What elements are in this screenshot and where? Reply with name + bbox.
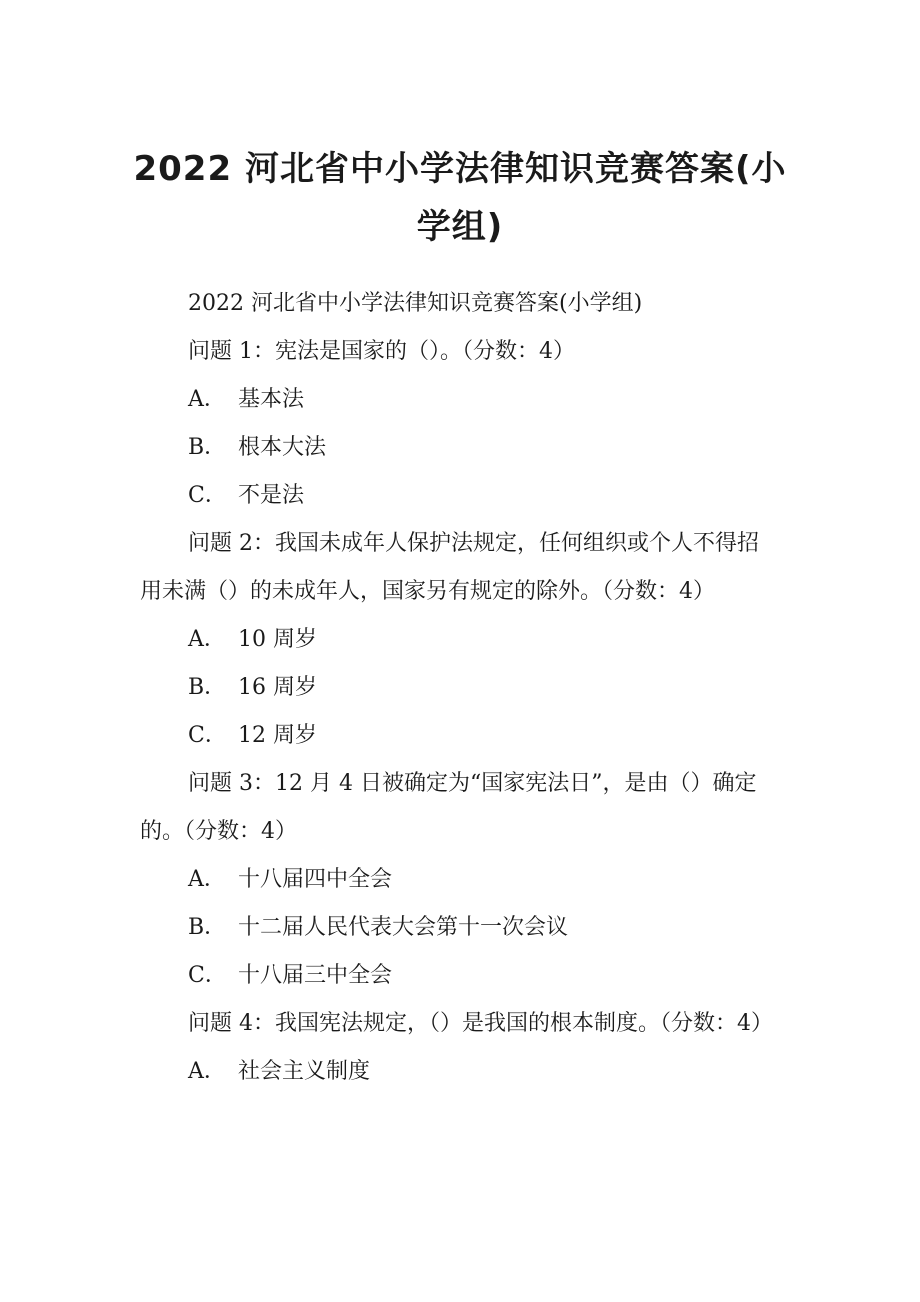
question-1-option-b xyxy=(140,424,780,472)
option-text: 不是法 xyxy=(238,483,305,508)
option-text: 基本法 xyxy=(238,387,305,412)
option-letter: A． xyxy=(188,627,226,652)
page-title: 2022 河北省中小学法律知识竞赛答案(小学组) xyxy=(133,149,787,247)
option-letter: A． xyxy=(188,1059,226,1084)
option-letter: B． xyxy=(188,675,227,700)
option-text: 10 周岁 xyxy=(238,627,317,652)
option-letter: C． xyxy=(188,963,227,988)
option-text: 16 周岁 xyxy=(238,675,317,700)
question-3-option-b xyxy=(140,904,780,952)
question-2-option-c xyxy=(140,712,780,760)
question-1-option-a xyxy=(140,376,780,424)
question-2-option-a xyxy=(140,616,780,664)
question-1-option-c xyxy=(140,472,780,520)
document-subtitle: 2022 河北省中小学法律知识竞赛答案(小学组) xyxy=(188,291,643,316)
question-3-option-c xyxy=(140,952,780,1000)
question-4-text: 问题 4：我国宪法规定，（）是我国的根本制度。（分数：4） xyxy=(188,1011,773,1036)
option-letter: C． xyxy=(188,483,227,508)
option-text: 社会主义制度 xyxy=(238,1059,371,1084)
option-letter: C． xyxy=(188,723,227,748)
question-2-text: 问题 2：我国未成年人保护法规定，任何组织或个人不得招用未满（）的未成年人，国家另有规定的除外。（分数：4） xyxy=(140,531,759,604)
question-3-text: 问题 3：12 月 4 日被确定为“国家宪法日”，是由（）确定的。（分数：4） xyxy=(140,771,757,844)
option-text: 十二届人民代表大会第十一次会议 xyxy=(238,915,569,940)
option-letter: B． xyxy=(188,915,227,940)
document-body xyxy=(140,280,780,1096)
option-text: 根本大法 xyxy=(238,435,327,460)
question-4-option-a xyxy=(140,1048,780,1096)
option-letter: A． xyxy=(188,867,226,892)
option-text: 十八届四中全会 xyxy=(238,867,393,892)
option-letter: A． xyxy=(188,387,226,412)
question-2-option-b xyxy=(140,664,780,712)
option-text: 十八届三中全会 xyxy=(238,963,393,988)
question-3-option-a xyxy=(140,856,780,904)
option-text: 12 周岁 xyxy=(238,723,317,748)
question-1-text: 问题 1：宪法是国家的（）。（分数：4） xyxy=(188,339,575,364)
option-letter: B． xyxy=(188,435,227,460)
